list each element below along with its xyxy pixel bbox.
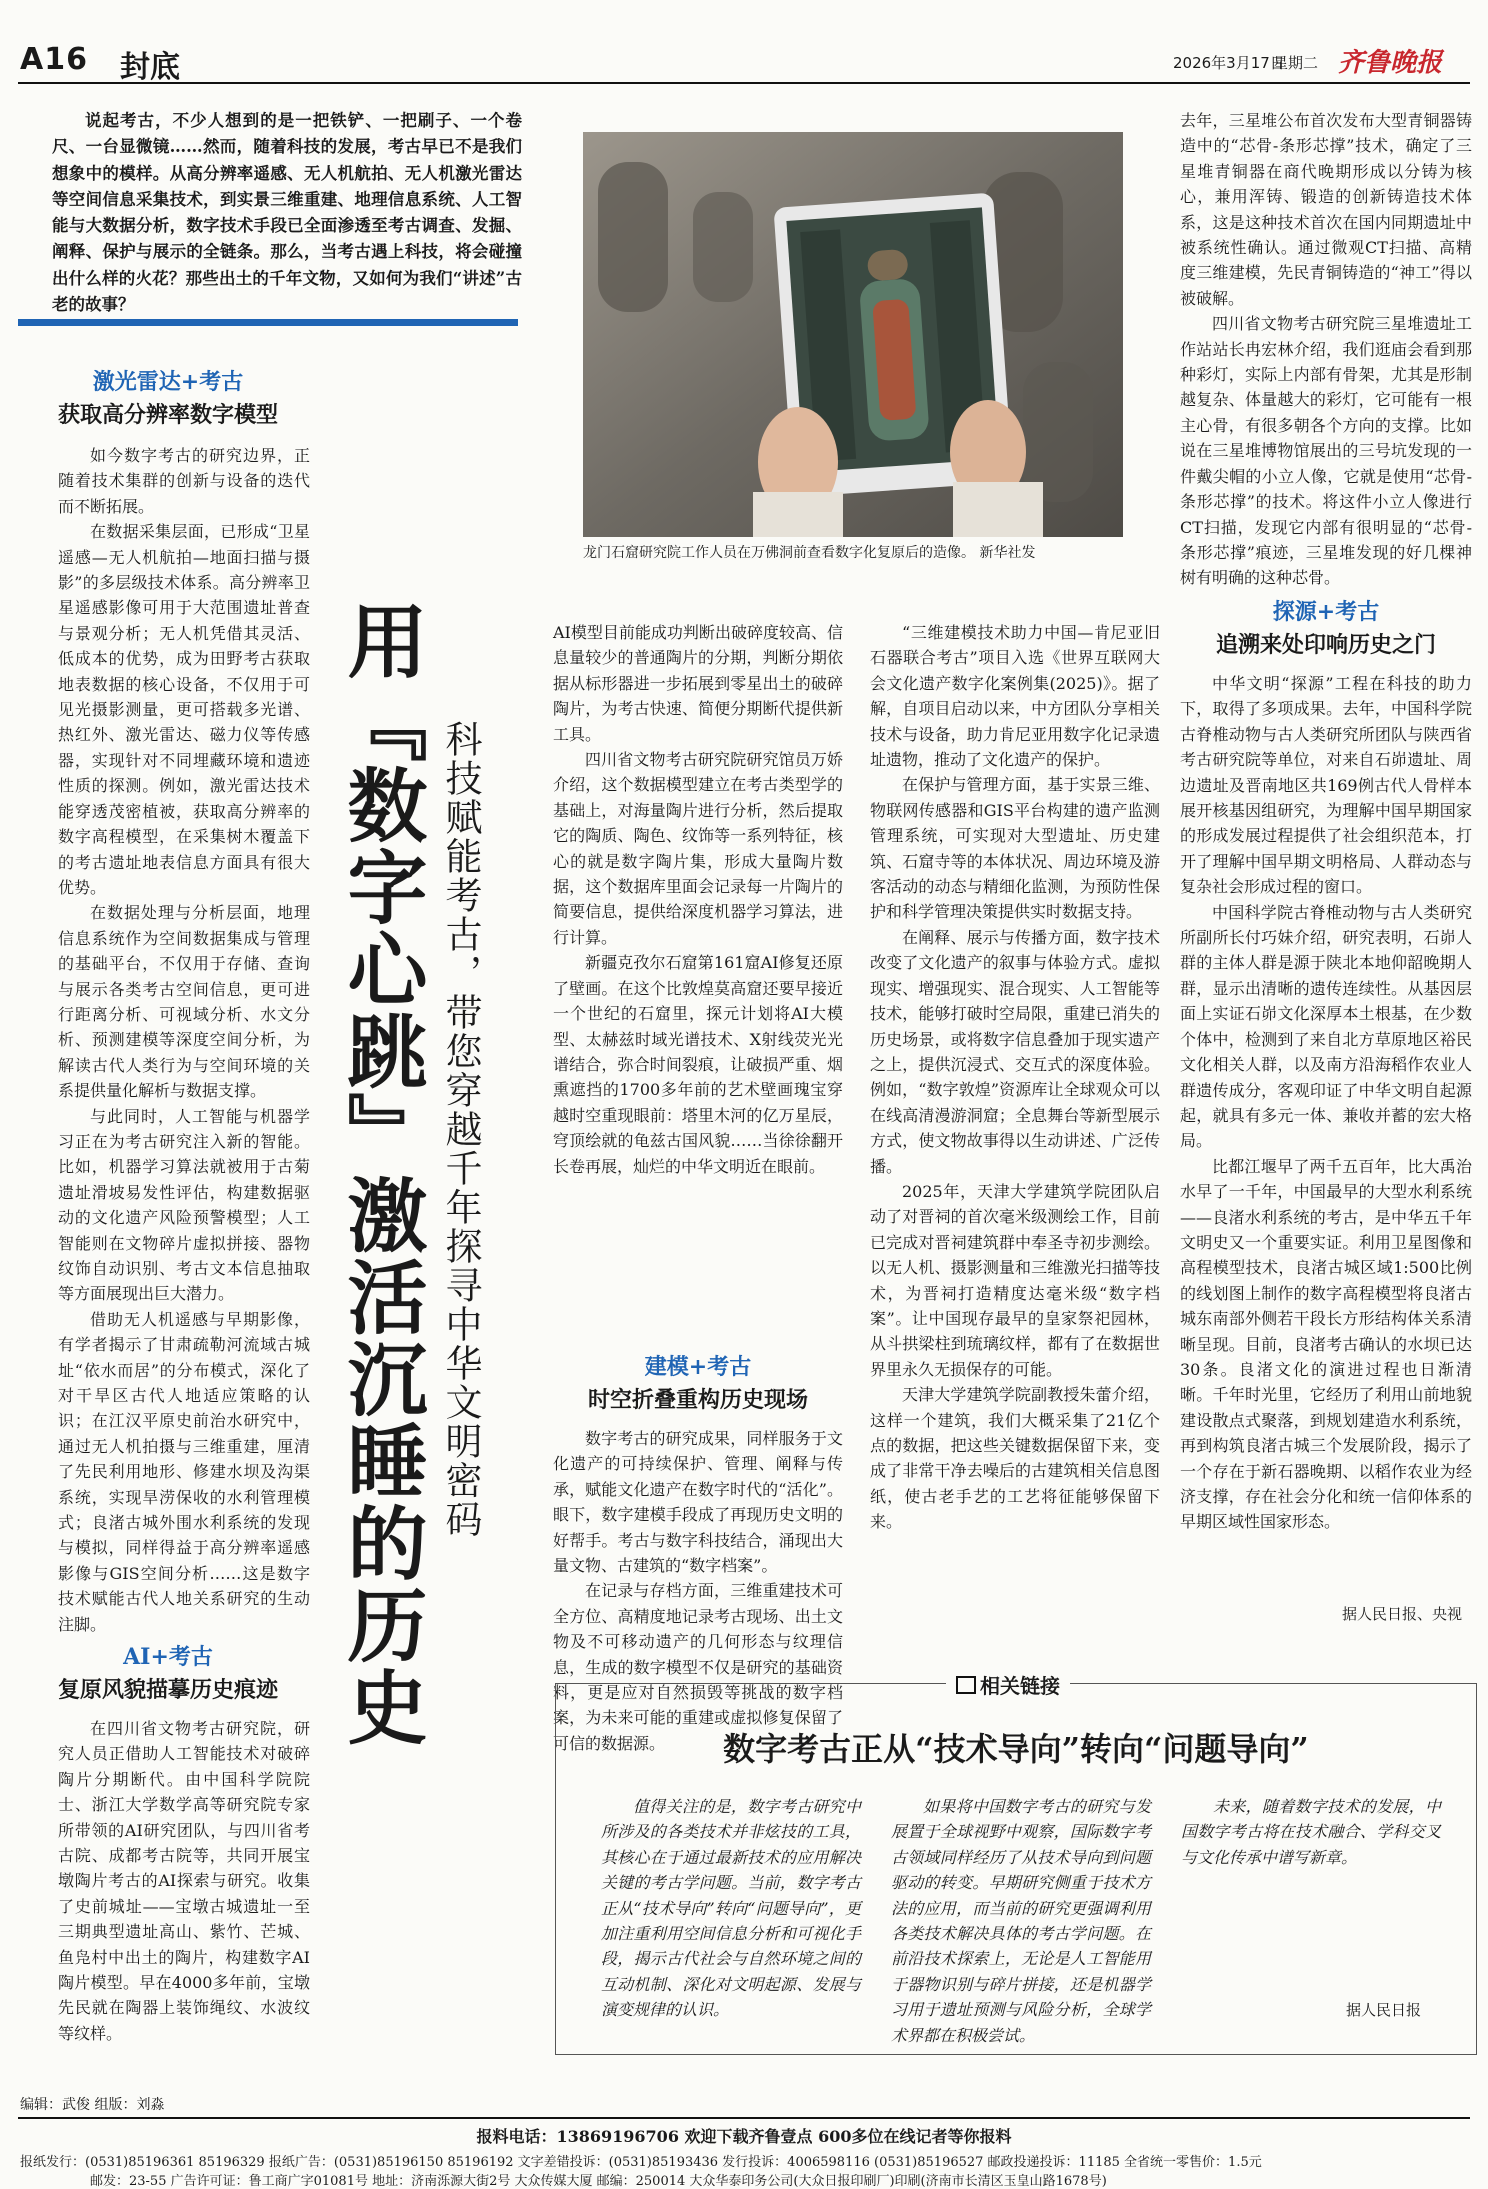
- issue-date: 2026年3月17日: [1173, 54, 1285, 72]
- paper-logo: 齐鲁晚报: [1338, 48, 1443, 78]
- lidar-paragraph: 借助无人机遥感与早期影像，有学者揭示了甘肃疏勒河流域古城址“依水而居”的分布模式，深化了对干旱区古代人地适应策略的认识；在江汉平原史前治水研究中，通过无人机拍摄与三维重建，厘清了先民利用地形、修建水坝及沟渠系统，实现旱涝保收的水利管理模式；良渚古城外围水利系统的发现与模拟，同样得益于高分辨率遥感影像与GIS空间分析……这是数字技术赋能古代人地关系研究的生动注脚。: [58, 1309, 310, 1634]
- lidar-paragraph: 如今数字考古的研究边界，正随着技术集群的创新与设备的迭代而不断拓展。: [58, 446, 310, 516]
- lidar-paragraph: 在数据采集层面，已形成“卫星遥感—无人机航拍—地面扫描与摄影”的多层级技术体系。高分辨率卫星遥感影像可用于大范围遗址普查与景观分析；无人机凭借其灵活、低成本的优势，成为田野考古获取地表数据的核心设备，不仅用于可见光摄影测量，更可搭载多光谱、热红外、激光雷达、磁力仪等传感器，实现针对不同埋藏环境和遗迹性质的探测。例如，激光雷达技术能穿透茂密植被，获取高分辨率的数字高程模型，在采集树木覆盖下的考古遗址地表信息方面具有很大优势。: [58, 522, 310, 897]
- footer-rule: [18, 2117, 1470, 2119]
- section-ai: [18, 1640, 318, 2043]
- modeling-paragraph: “三维建模技术助力中国—肯尼亚旧石器联合考古”项目入选《世界互联网大会文化遗产数字化案例集(2025)》。据了解，自项目启动以来，中方团队分享相关技术与设备，助力肯尼亚用数字化记录遗址遗物，推动了文化遗产的保护。: [870, 623, 1160, 770]
- section-origin-subtitle: 追溯来处印响历史之门: [1215, 632, 1436, 658]
- related-credit: 据人民日报: [1345, 2001, 1421, 2019]
- section-ai-continued: [553, 620, 843, 1360]
- related-tag-label: 相关链接: [980, 1674, 1060, 1698]
- lidar-paragraph: 在数据处理与分析层面，地理信息系统作为空间数据集成与管理的基础平台，不仅用于存储、查询与展示各类考古空间信息，更可进行距离分析、可视域分析、水文分析、预测建模等深度空间分析，为解读古代人类行为与空间环境的关系提供量化解析与数据支撑。: [58, 903, 310, 1101]
- related-paragraph: 未来，随着数字技术的发展，中国数字考古将在技术融合、学科交叉与文化传承中谱写新章。: [1181, 1797, 1441, 1867]
- origin-paragraph: 中华文明“探源”工程在科技的助力下，取得了多项成果。去年，中国科学院古脊椎动物与古人类研究所团队与陕西省考古研究院等单位，对来自石峁遗址、周边遗址及晋南地区共169例古代人骨样本展开核基因组研究，为理解中国早期国家的形成发展过程提供了社会组织范本，打开了理解中国早期文明格局、人群动态与复杂社会形成过程的窗口。: [1180, 674, 1472, 897]
- modeling-paragraph: 2025年，天津大学建筑学院团队启动了对晋祠的首次毫米级测绘工作，目前已完成对晋祠建筑群中奉圣寺初步测绘。以无人机、摄影测量和三维激光扫描等技术，为晋祠打造精度达毫米级“数字档案”。让中国现存最早的皇家祭祀园林，从斗拱梁柱到琉璃纹样，都有了在数据世界里永久无损保存的可能。: [870, 1181, 1160, 1379]
- related-col-2: [891, 1794, 1151, 2044]
- issue-weekday: 星期二: [1273, 54, 1319, 72]
- modeling-paragraph: 去年，三星堆公布首次发布大型青铜器铸造中的“芯骨-条形芯撑”技术，确定了三星堆青铜器在商代晚期形成以分铸为核心，兼用浑铸、锻造的创新铸造技术体系，这是这种技术首次在国内同期遗址中被系统性确认。通过微观CT扫描、高精度三维建模，先民青铜铸造的“神工”得以被破解。: [1180, 111, 1472, 308]
- section-ai-title: AI+考古: [123, 1644, 213, 1670]
- section-lidar-subtitle: 获取高分辨率数字模型: [57, 402, 278, 428]
- ai-paragraph: 新疆克孜尔石窟第161窟AI修复还原了壁画。在这个比敦煌莫高窟还要早接近一个世纪的石窟里，探元计划将AI大模型、太赫兹时域光谱技术、X射线荧光光谱结合，弥合时间裂痕，让破损严重、烟熏遮挡的1700多年前的艺术壁画瑰宝穿越时空重现眼前：塔里木河的亿万星辰，穹顶绘就的龟兹古国风貌……当徐徐翻开长卷再展，灿烂的中华文明近在眼前。: [553, 953, 843, 1176]
- related-box: [555, 1674, 1477, 2055]
- origin-credit: 据人民日报、央视: [1341, 1605, 1462, 1623]
- footer-address: 邮发：23-55 广告许可证：鲁工商广字01081号 地址：济南泺源大街2号 大众传媒大厦 邮编：250014 大众华泰印务公司(大众日报印刷厂)印刷(济南市长清区玉皇山路1678号): [90, 2174, 1107, 2189]
- section-origin-title: 探源+考古: [1272, 599, 1380, 625]
- modeling-paragraph: 在阐释、展示与传播方面，数字技术改变了文化遗产的叙事与体验方式。虚拟现实、增强现实、混合现实、人工智能等技术，能够打破时空局限，重建已消失的历史场景，或将数字信息叠加于现实遗产之上，提供沉浸式、交互式的深度体验。例如，“数字敦煌”资源库让全球观众可以在线高清漫游洞窟；全息舞台等新型展示方式，使文物故事得以生动讲述、广泛传播。: [870, 927, 1160, 1176]
- ai-paragraph: 在四川省文物考古研究院，研究人员正借助人工智能技术对破碎陶片分期断代。由中国科学院院士、浙江大学数学高等研究院专家所带领的AI研究团队，与四川省考古院、成都考古院等，共同开展宝墩陶片考古的AI探索与研究。收集了史前城址——宝墩古城遗址一至三期典型遗址高山、紫竹、芒城、鱼凫村中出土的陶片，构建数字AI陶片模型。早在4000多年前，宝墩先民就在陶器上装饰绳纹、水波纹等纹样。: [58, 1719, 310, 2043]
- ai-paragraph: AI模型目前能成功判断出破碎度较高、信息量较少的普通陶片的分期，判断分期依据从标形器进一步拓展到零星出土的破碎陶片，为考古快速、简便分期断代提供新工具。: [553, 623, 843, 744]
- related-tag: [946, 1670, 1070, 1699]
- section-modeling-right: [1180, 108, 1472, 588]
- editors-line: 编辑：武俊 组版：刘淼: [20, 2097, 165, 2113]
- modeling-paragraph: 数字考古的研究成果，同样服务于文化遗产的可持续保护、管理、阐释与传承，赋能文化遗产在数字时代的“活化”。眼下，数字建模手段成了再现历史文明的好帮手。考古与数字科技结合，涌现出大量文物、古建筑的“数字档案”。: [553, 1429, 843, 1576]
- related-paragraph: 如果将中国数字考古的研究与发展置于全球视野中观察，国际数字考古领域同样经历了从技术导向到问题驱动的转变。早期研究侧重于技术方法的应用，而当前的研究更强调利用各类技术解决具体的考古学问题。在前沿技术探索上，无论是人工智能用于器物识别与碎片拼接，还是机器学习用于遗址预测与风险分析，全球学术界都在积极尝试。: [891, 1797, 1151, 2045]
- footer-hotline: 报料电话：13869196706 欢迎下载齐鲁壹点 600多位在线记者等你报料: [476, 2127, 1012, 2146]
- page-number: A16: [20, 42, 88, 77]
- page-header: [18, 40, 1470, 84]
- related-col-3: [1181, 1794, 1441, 1954]
- section-modeling-subtitle: 时空折叠重构历史现场: [587, 1387, 808, 1413]
- section-ai-subtitle: 复原风貌描摹历史痕迹: [57, 1677, 278, 1703]
- lede-block: [52, 108, 522, 315]
- ai-paragraph: 四川省文物考古研究院研究馆员万娇介绍，这个数据模型建立在考古类型学的基础上，对海量陶片进行分析，然后提取它的陶质、陶色、纹饰等一系列特征，核心的就是数字陶片集，形成大量陶片数据，这个数据库里面会记录每一片陶片的简要信息，提供给深度机器学习算法，进行计算。: [553, 750, 843, 947]
- modeling-paragraph: 天津大学建筑学院副教授朱蕾介绍，这样一个建筑，我们大概采集了21亿个点的数据，把这些关键数据保留下来，变成了非常干净去噪后的古建筑相关信息图纸，使古老手艺的工艺将征能够保留下来。: [870, 1385, 1160, 1532]
- section-modeling-continued: [870, 620, 1160, 1620]
- footer-contacts: 报纸发行：(0531)85196361 85196329 报纸广告：(0531)85196150 85196192 文字差错投诉：(0531)85193436 发行投诉：4006598116 (0531)85196527 邮政投递投诉：11185 全省统一零售价：1.5元: [20, 2155, 1262, 2170]
- related-col-1: [601, 1794, 861, 2044]
- modeling-paragraph: 在记录与存档方面，三维重建技术可全方位、高精度地记录考古现场、出土文物及不可移动遗产的几何形态与纹理信息，生成的数字模型不仅是研究的基础资料，更是应对自然损毁等挑战的数字档案，为未来可能的重建或虚拟修复保留了可信的数据源。: [553, 1581, 843, 1753]
- section-lidar-title: 激光雷达+考古: [92, 369, 244, 395]
- photo-illustration: [583, 132, 1123, 537]
- related-title: 数字考古正从“技术导向”转向“问题导向”: [723, 1730, 1309, 1768]
- section-origin: [1180, 595, 1472, 1635]
- section-modeling-title: 建模+考古: [644, 1354, 752, 1380]
- section-modeling: [553, 1350, 843, 1753]
- modeling-paragraph: 四川省文物考古研究院三星堆遗址工作站站长冉宏林介绍，我们逛庙会看到那种彩灯，实际上内部有骨架，尤其是形制越复杂、体量越大的彩灯，它可能有一根主心骨，有很多朝各个方向的支撑。比如说在三星堆博物馆展出的三号坑发现的一件戴尖帽的小立人像，它就是使用“芯骨-条形芯撑”的技术。将这件小立人像进行CT扫描，发现它内部有很明显的“芯骨-条形芯撑”痕迹，三星堆发现的好几棵神树有明确的这种芯骨。: [1180, 314, 1472, 588]
- lede-divider: [18, 319, 518, 326]
- related-paragraph: 值得关注的是，数字考古研究中所涉及的各类技术并非炫技的工具，其核心在于通过最新技术的应用解决关键的考古学问题。当前，数字考古正从“技术导向”转向“问题导向”，更加注重利用空间信息分析和可视化手段，揭示古代社会与自然环境之间的互动机制、深化对文明起源、发展与演变规律的认识。: [601, 1797, 861, 2020]
- lede-text: 说起考古，不少人想到的是一把铁铲、一把刷子、一个卷尺、一台显微镜……然而，随着科技的发展，考古早已不是我们想象中的模样。从高分辨率遥感、无人机航拍、无人机激光雷达等空间信息采集技术，到实景三维重建、地理信息系统、人工智能与大数据分析，数字技术手段已全面渗透至考古调查、发掘、阐释、保护与展示的全链条。那么，当考古遇上科技，将会碰撞出什么样的火花？那些出土的千年文物，又如何为我们“讲述”古老的故事？: [52, 111, 522, 315]
- section-name: 封底: [120, 50, 180, 85]
- news-photo: [583, 132, 1123, 537]
- section-lidar: [18, 365, 318, 1640]
- origin-paragraph: 中国科学院古脊椎动物与古人类研究所副所长付巧妹介绍，研究表明，石峁人群的主体人群是源于陕北本地仰韶晚期人群，显示出清晰的遗传连续性。从基因层面上实证石峁文化深厚本土根基，在少数个体中，检测到了来自北方草原地区裕民文化相关人群，以及南方沿海稻作农业人群遗传成分，客观印证了中华文明自起源起，就具有多元一体、兼收并蓄的宏大格局。: [1180, 902, 1472, 1151]
- link-icon: [956, 1676, 976, 1694]
- headline-main: 用『数字心跳』激活沉睡的历史: [334, 600, 427, 1748]
- photo-caption: 龙门石窟研究院工作人员在万佛洞前查看数字化复原后的造像。 新华社发: [583, 545, 1036, 561]
- lidar-paragraph: 与此同时，人工智能与机器学习正在为考古研究注入新的智能。比如，机器学习算法就被用于古菊遗址滑坡易发性评估，构建数据驱动的文化遗产风险预警模型；人工智能则在文物碎片虚拟拼接、器物纹饰自动识别、考古文本信息抽取等方面展现出巨大潜力。: [58, 1106, 310, 1304]
- modeling-paragraph: 在保护与管理方面，基于实景三维、物联网传感器和GIS平台构建的遗产监测管理系统，可实现对大型遗址、历史建筑、石窟寺等的本体状况、周边环境及游客活动的动态与精细化监测，为预防性保护和科学管理决策提供实时数据支持。: [870, 775, 1160, 922]
- headline-sub: 科技赋能考古，带您穿越千年探寻中华文明密码: [439, 720, 482, 1539]
- origin-paragraph: 比都江堰早了两千五百年，比大禹治水早了一千年，中国最早的大型水利系统——良渚水利系统的考古，是中华五千年文明史又一个重要实证。利用卫星图像和高程模型技术，良渚古城区域1:500比例的线划图上制作的数字高程模型将良渚古城东南部外侧若干段长方形结构体关系清晰呈现。目前，良渚考古确认的水坝已达30条。良渚文化的演进过程也日渐清晰。千年时光里，它经历了利用山前地貌建设散点式聚落，到规划建造水利系统，再到构筑良渚古城三个发展阶段，揭示了一个存在于新石器晚期、以稻作农业为经济支撑，存在社会分化和统一信仰体系的早期区域性国家形态。: [1180, 1156, 1472, 1532]
